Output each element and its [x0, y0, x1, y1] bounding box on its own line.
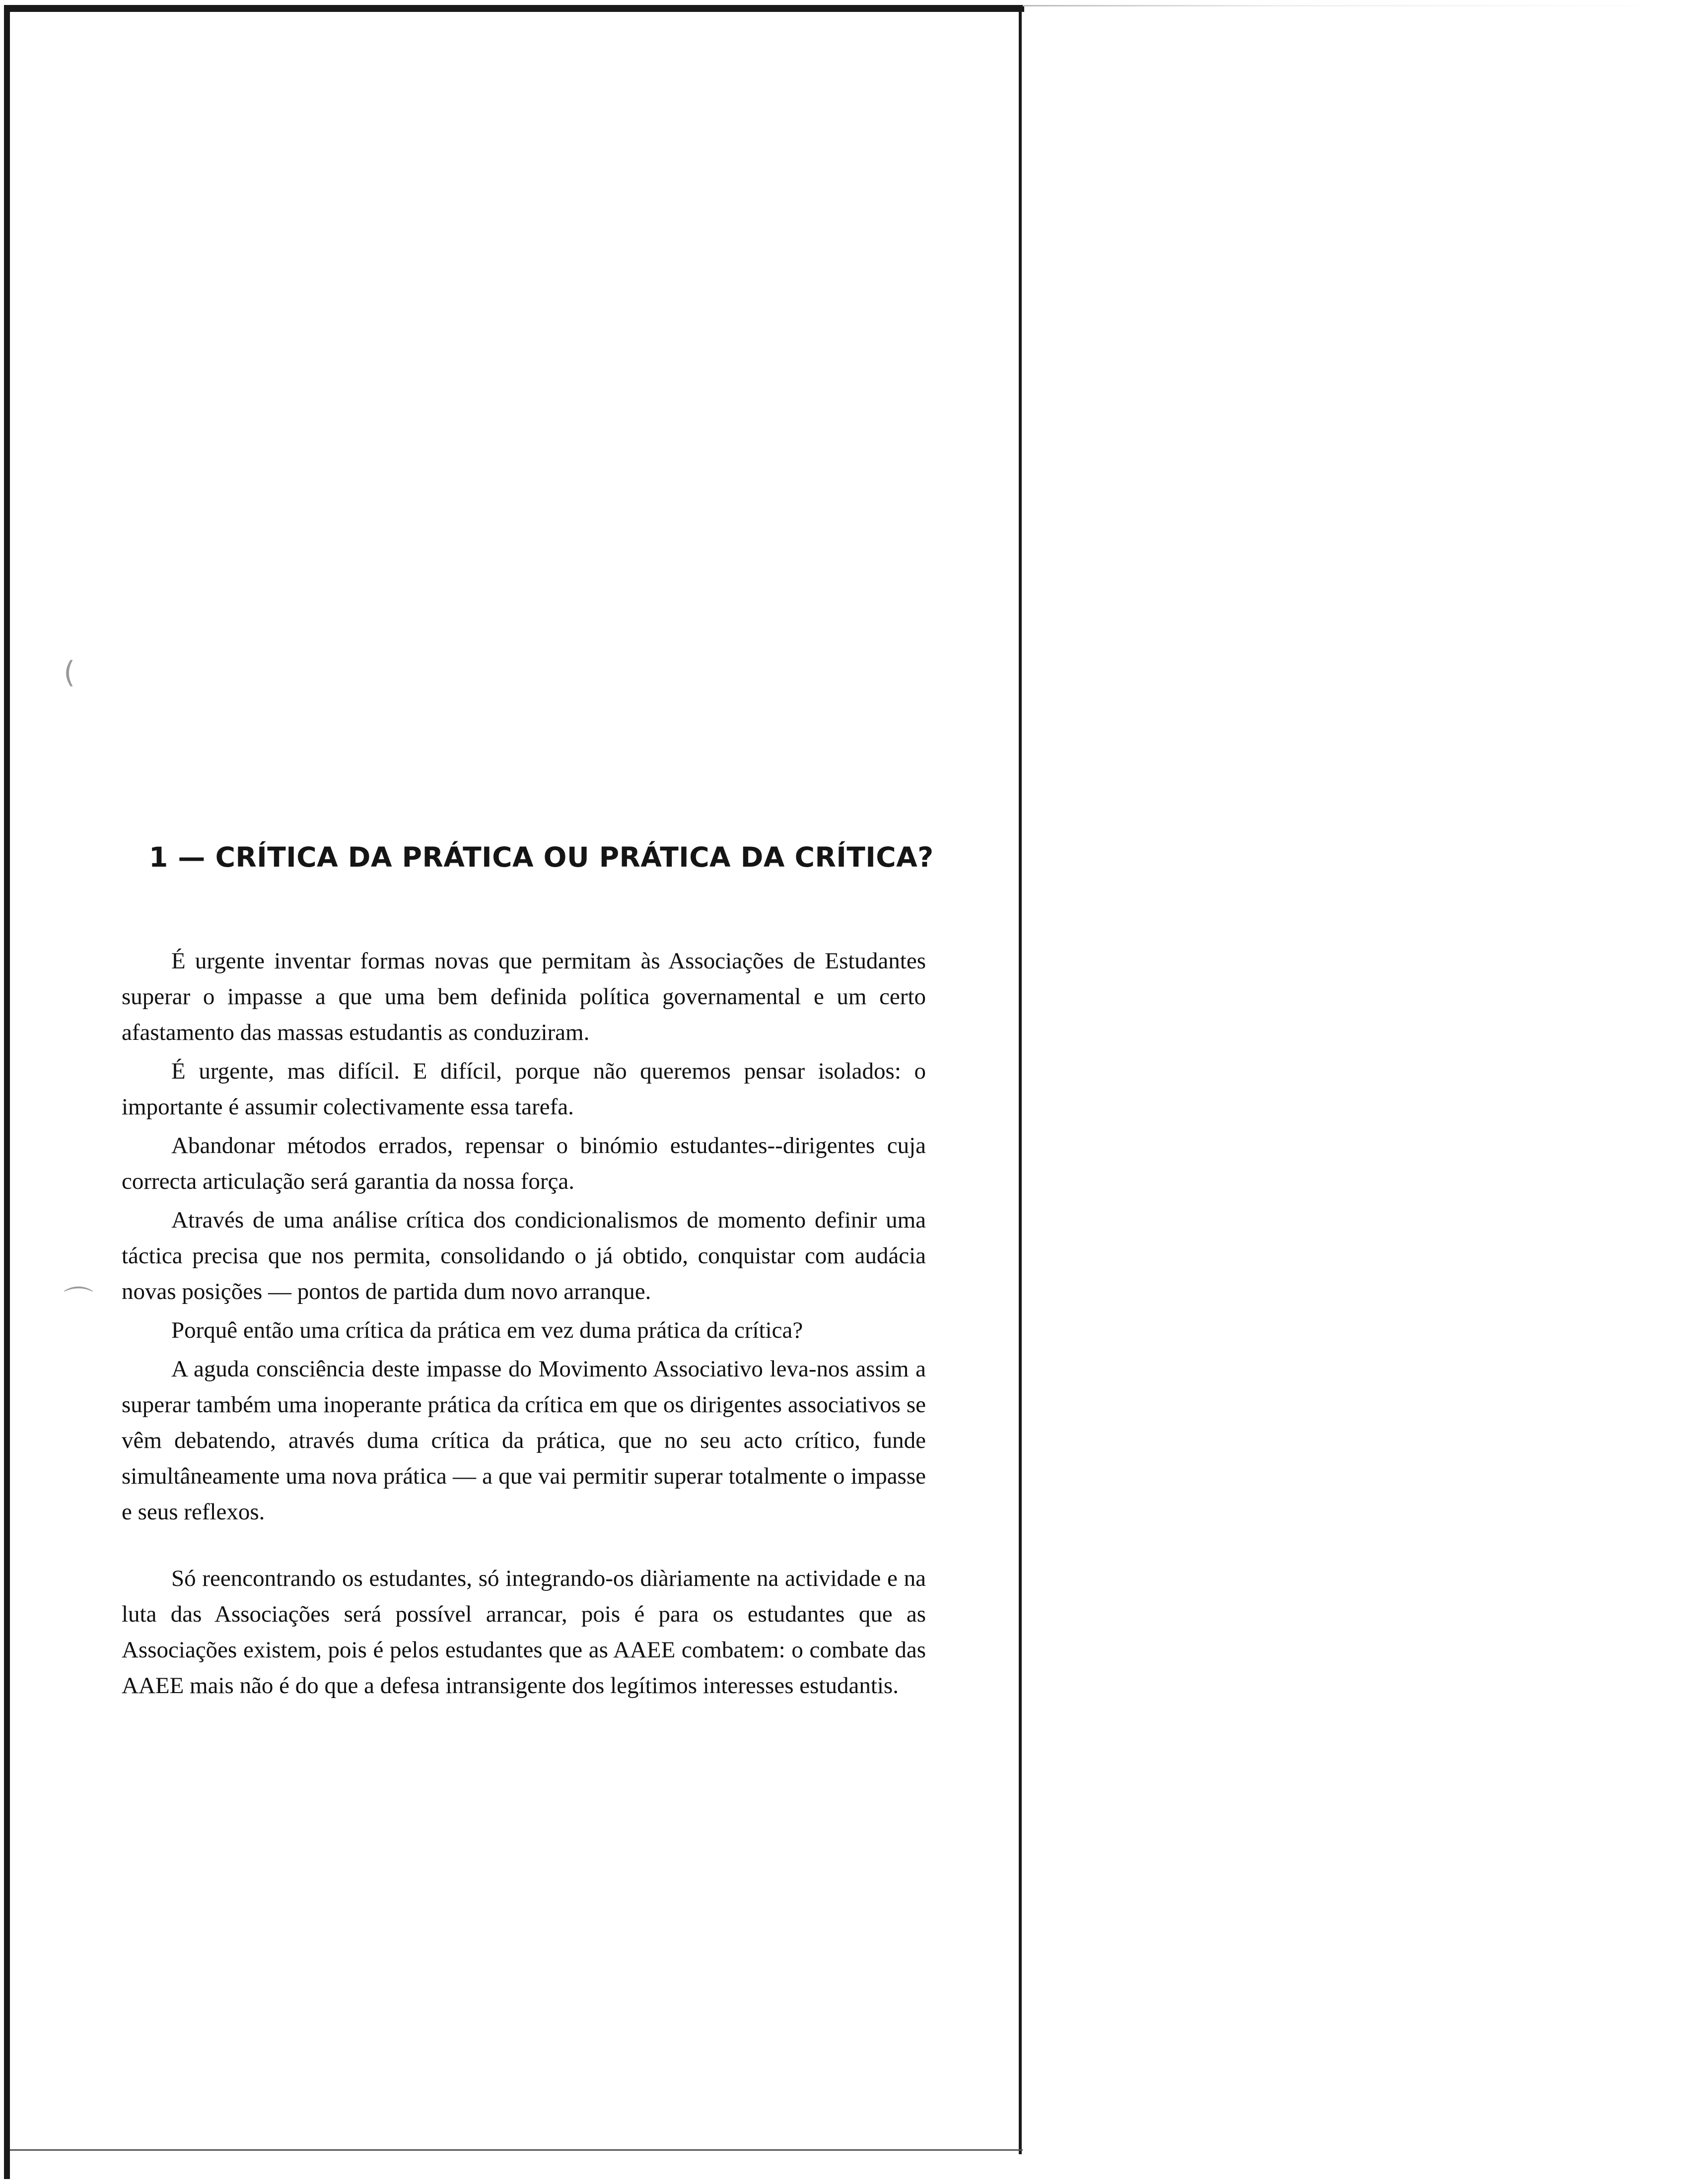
margin-pencil-mark: ⌒	[64, 1285, 93, 1319]
paragraph: É urgente, mas difícil. E difícil, porque não queremos pensar isolados: o importante é assumir colectivamente essa tarefa.	[122, 1058, 926, 1120]
paragraph: Através de uma análise crítica dos condicionalismos de momento definir uma táctica precisa que nos permita, consolidando o já obtido, conquistar com audácia novas posições — pontos de partida dum novo arranque.	[122, 1207, 926, 1304]
scan-edge-noise	[1023, 5, 1678, 6]
paragraph: É urgente inventar formas novas que permitam às Associações de Estudantes superar o impasse a que uma bem definida política governamental e um certo afastamento das massas estudantis as conduziram.	[122, 948, 926, 1045]
paragraph: Porquê então uma crítica da prática em vez duma prática da crítica?	[171, 1317, 803, 1343]
paragraph: A aguda consciência deste impasse do Movimento Associativo leva-nos assim a superar também uma inoperante prática da crítica em que os dirigentes associativos se vêm debatendo, através duma crítica da prática, que no seu acto crítico, funde simultâneamente uma nova prática — a que vai permitir superar totalmente o impasse e seus reflexos.	[122, 1356, 926, 1525]
paragraph: Abandonar métodos errados, repensar o binómio estudantes--dirigentes cuja correcta articulação será garantia da nossa força.	[122, 1133, 926, 1194]
body-text	[122, 943, 926, 1706]
margin-pencil-mark: (	[64, 655, 75, 690]
page-right-rule	[1019, 5, 1022, 2154]
section-heading: 1 — CRÍTICA DA PRÁTICA OU PRÁTICA DA CRÍTICA?	[149, 841, 934, 873]
page-bottom-rule	[10, 2149, 1023, 2151]
paragraph: Só reencontrando os estudantes, só integrando-os diàriamente na actividade e na luta das Associações será possível arrancar, pois é para os estudantes que as Associações existem, pois é pelos estudantes que as AAEE combatem: o combate das AAEE mais não é do que a defesa intransigente dos legítimos interesses estudantis.	[122, 1566, 926, 1699]
